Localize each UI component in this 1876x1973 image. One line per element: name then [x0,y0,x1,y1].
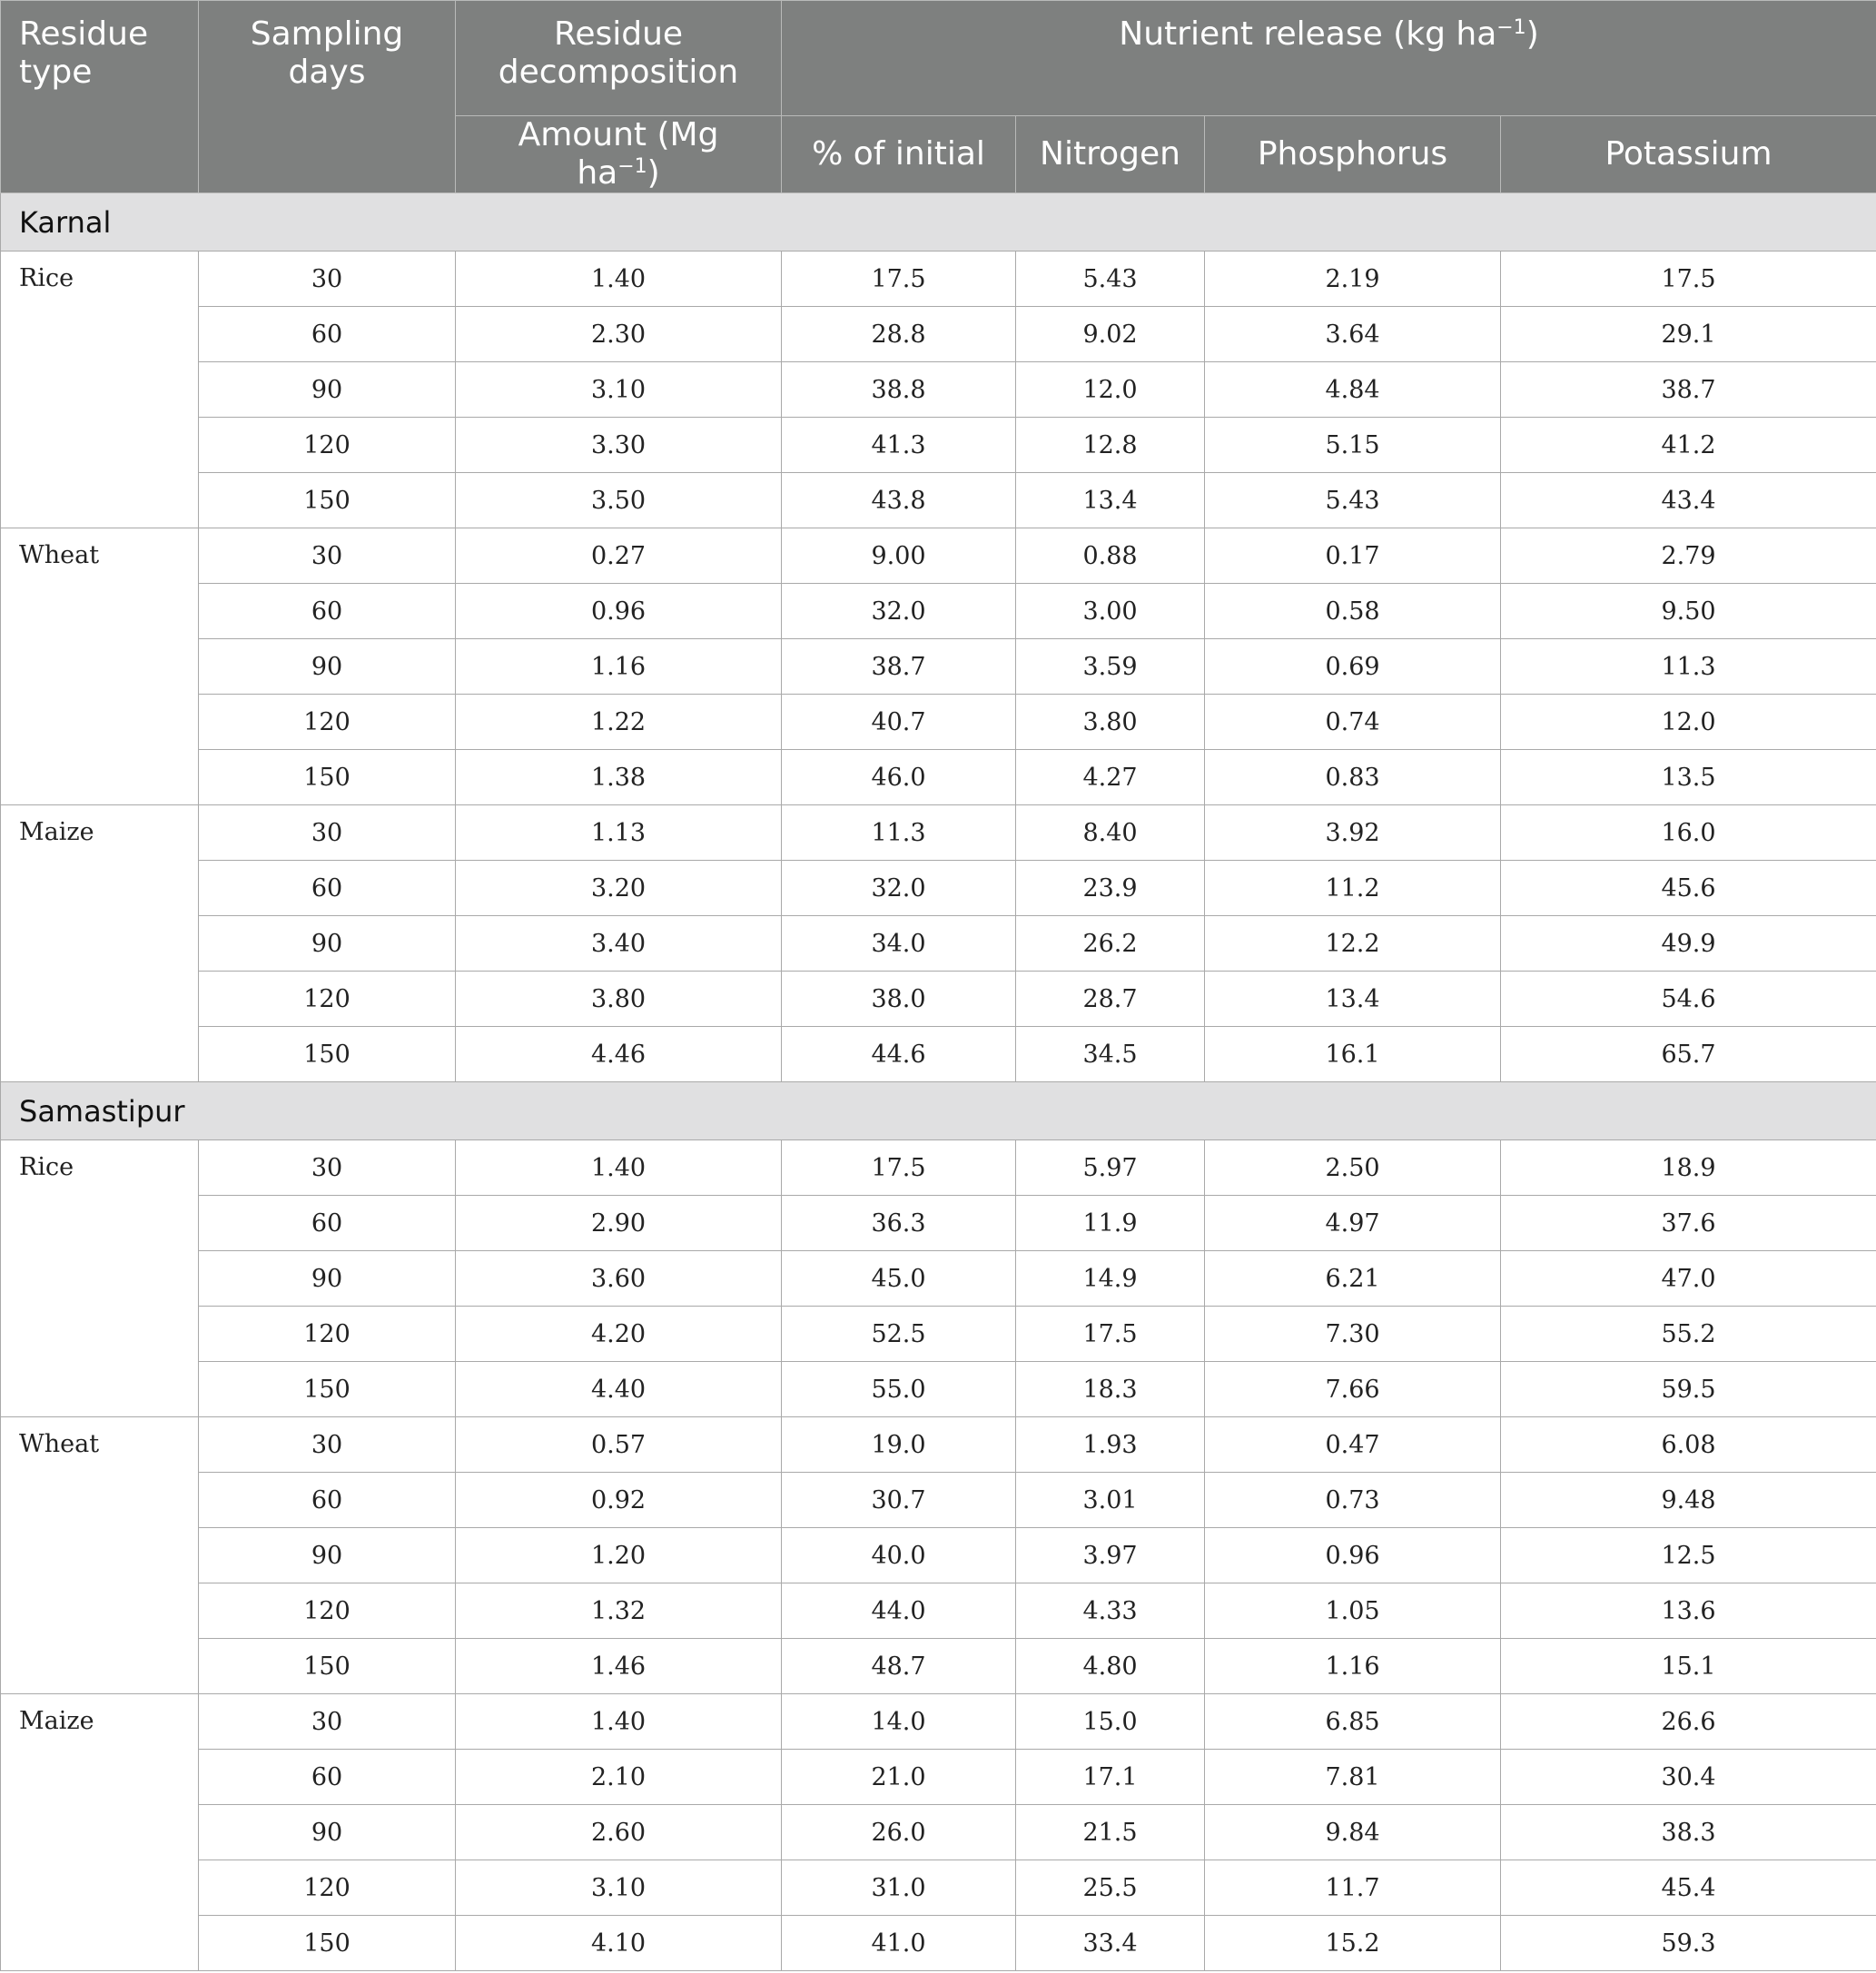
table-row [1,1140,1876,1196]
nitrogen-cell: 5.97 [1016,1140,1205,1196]
sampling-days-cell: 60 [199,1473,456,1528]
table-row [1,1860,1876,1916]
amount-cell: 2.30 [456,307,782,362]
amount-cell: 4.20 [456,1307,782,1362]
potassium-cell: 59.5 [1501,1362,1876,1417]
nitrogen-cell: 5.43 [1016,252,1205,307]
table-row [1,473,1876,528]
table-row [1,695,1876,750]
phosphorus-cell: 13.4 [1205,972,1501,1027]
potassium-cell: 17.5 [1501,252,1876,307]
amount-cell: 1.46 [456,1639,782,1694]
amount-cell: 1.20 [456,1528,782,1583]
sampling-days-cell: 120 [199,1307,456,1362]
amount-cell: 4.10 [456,1916,782,1971]
percent-initial-cell: 32.0 [782,584,1016,639]
amount-cell: 3.10 [456,362,782,418]
phosphorus-cell: 4.97 [1205,1196,1501,1251]
sampling-days-cell: 90 [199,916,456,972]
residue-type-cell: Rice [1,252,199,528]
phosphorus-cell: 7.81 [1205,1750,1501,1805]
percent-initial-cell: 34.0 [782,916,1016,972]
percent-initial-cell: 28.8 [782,307,1016,362]
percent-initial-cell: 38.8 [782,362,1016,418]
percent-initial-cell: 32.0 [782,861,1016,916]
amount-cell: 0.57 [456,1417,782,1473]
header-nitrogen: Nitrogen [1016,116,1205,193]
sampling-days-cell: 90 [199,1251,456,1307]
potassium-cell: 26.6 [1501,1694,1876,1750]
nitrogen-cell: 4.27 [1016,750,1205,805]
nitrogen-cell: 1.93 [1016,1417,1205,1473]
amount-cell: 3.40 [456,916,782,972]
table-row [1,916,1876,972]
sampling-days-cell: 30 [199,805,456,861]
phosphorus-cell: 6.85 [1205,1694,1501,1750]
table-row [1,307,1876,362]
residue-type-cell: Wheat [1,1417,199,1694]
amount-cell: 2.60 [456,1805,782,1860]
nitrogen-cell: 4.33 [1016,1583,1205,1639]
potassium-cell: 30.4 [1501,1750,1876,1805]
nitrogen-cell: 4.80 [1016,1639,1205,1694]
table-row [1,861,1876,916]
potassium-cell: 12.5 [1501,1528,1876,1583]
nitrogen-cell: 33.4 [1016,1916,1205,1971]
percent-initial-cell: 40.0 [782,1528,1016,1583]
nitrogen-cell: 9.02 [1016,307,1205,362]
table-row [1,639,1876,695]
phosphorus-cell: 4.84 [1205,362,1501,418]
amount-cell: 1.22 [456,695,782,750]
nitrogen-cell: 0.88 [1016,528,1205,584]
percent-initial-cell: 41.0 [782,1916,1016,1971]
phosphorus-cell: 0.47 [1205,1417,1501,1473]
percent-initial-cell: 55.0 [782,1362,1016,1417]
sampling-days-cell: 90 [199,1805,456,1860]
phosphorus-cell: 6.21 [1205,1251,1501,1307]
amount-cell: 0.92 [456,1473,782,1528]
nitrogen-cell: 3.01 [1016,1473,1205,1528]
percent-initial-cell: 17.5 [782,252,1016,307]
table-row [1,1805,1876,1860]
potassium-cell: 38.3 [1501,1805,1876,1860]
sampling-days-cell: 30 [199,1140,456,1196]
percent-initial-cell: 30.7 [782,1473,1016,1528]
header-potassium: Potassium [1501,116,1876,193]
sampling-days-cell: 60 [199,584,456,639]
header-phosphorus: Phosphorus [1205,116,1501,193]
percent-initial-cell: 48.7 [782,1639,1016,1694]
nitrogen-cell: 17.1 [1016,1750,1205,1805]
percent-initial-cell: 40.7 [782,695,1016,750]
percent-initial-cell: 36.3 [782,1196,1016,1251]
sampling-days-cell: 30 [199,1417,456,1473]
sampling-days-cell: 120 [199,418,456,473]
phosphorus-cell: 9.84 [1205,1805,1501,1860]
phosphorus-cell: 16.1 [1205,1027,1501,1082]
table-row [1,1916,1876,1971]
nitrogen-cell: 12.8 [1016,418,1205,473]
amount-cell: 4.40 [456,1362,782,1417]
header-amount: Amount (Mg $ha^{-1}$) [456,116,782,193]
phosphorus-cell: 7.66 [1205,1362,1501,1417]
header-nutrient-release: Nutrient release (kg $ha^{-1}$) [782,1,1876,116]
phosphorus-cell: 0.17 [1205,528,1501,584]
amount-cell: 3.10 [456,1860,782,1916]
table-row [1,528,1876,584]
nitrogen-cell: 3.00 [1016,584,1205,639]
phosphorus-cell: 15.2 [1205,1916,1501,1971]
site-group-row [1,193,1876,252]
potassium-cell: 12.0 [1501,695,1876,750]
sampling-days-cell: 150 [199,1639,456,1694]
phosphorus-cell: 5.15 [1205,418,1501,473]
potassium-cell: 47.0 [1501,1251,1876,1307]
sampling-days-cell: 60 [199,307,456,362]
percent-initial-cell: 9.00 [782,528,1016,584]
sampling-days-cell: 120 [199,972,456,1027]
table-row [1,750,1876,805]
nitrogen-cell: 28.7 [1016,972,1205,1027]
amount-cell: 3.60 [456,1251,782,1307]
sampling-days-cell: 30 [199,252,456,307]
nitrogen-cell: 3.80 [1016,695,1205,750]
sampling-days-cell: 60 [199,1196,456,1251]
potassium-cell: 11.3 [1501,639,1876,695]
percent-initial-cell: 38.0 [782,972,1016,1027]
potassium-cell: 9.48 [1501,1473,1876,1528]
percent-initial-cell: 43.8 [782,473,1016,528]
table-row [1,1750,1876,1805]
table-row [1,1362,1876,1417]
potassium-cell: 45.4 [1501,1860,1876,1916]
nitrogen-cell: 18.3 [1016,1362,1205,1417]
percent-initial-cell: 46.0 [782,750,1016,805]
amount-cell: 3.30 [456,418,782,473]
potassium-cell: 13.6 [1501,1583,1876,1639]
amount-cell: 1.40 [456,252,782,307]
percent-initial-cell: 45.0 [782,1251,1016,1307]
amount-cell: 0.96 [456,584,782,639]
table-row [1,1196,1876,1251]
site-name: Karnal [1,193,1876,252]
sampling-days-cell: 150 [199,1916,456,1971]
nitrogen-cell: 14.9 [1016,1251,1205,1307]
nitrogen-cell: 17.5 [1016,1307,1205,1362]
nitrogen-cell: 21.5 [1016,1805,1205,1860]
sampling-days-cell: 30 [199,528,456,584]
phosphorus-cell: 3.92 [1205,805,1501,861]
table-row [1,1528,1876,1583]
residue-type-cell: Rice [1,1140,199,1417]
phosphorus-cell: 0.58 [1205,584,1501,639]
header-residue-type: Residue type [1,1,199,193]
percent-initial-cell: 14.0 [782,1694,1016,1750]
sampling-days-cell: 60 [199,861,456,916]
table-row [1,1027,1876,1082]
potassium-cell: 15.1 [1501,1639,1876,1694]
phosphorus-cell: 0.69 [1205,639,1501,695]
amount-cell: 1.16 [456,639,782,695]
phosphorus-cell: 1.16 [1205,1639,1501,1694]
phosphorus-cell: 0.74 [1205,695,1501,750]
potassium-cell: 6.08 [1501,1417,1876,1473]
nitrogen-cell: 15.0 [1016,1694,1205,1750]
sampling-days-cell: 150 [199,750,456,805]
percent-initial-cell: 38.7 [782,639,1016,695]
amount-cell: 1.13 [456,805,782,861]
nitrogen-cell: 3.59 [1016,639,1205,695]
amount-cell: 1.40 [456,1140,782,1196]
potassium-cell: 43.4 [1501,473,1876,528]
sampling-days-cell: 30 [199,1694,456,1750]
table-row [1,252,1876,307]
sampling-days-cell: 60 [199,1750,456,1805]
phosphorus-cell: 7.30 [1205,1307,1501,1362]
table-row [1,1694,1876,1750]
percent-initial-cell: 41.3 [782,418,1016,473]
potassium-cell: 55.2 [1501,1307,1876,1362]
table-row [1,1639,1876,1694]
nitrogen-cell: 11.9 [1016,1196,1205,1251]
potassium-cell: 65.7 [1501,1027,1876,1082]
table-row [1,1307,1876,1362]
sampling-days-cell: 120 [199,695,456,750]
nitrogen-cell: 23.9 [1016,861,1205,916]
amount-cell: 4.46 [456,1027,782,1082]
sampling-days-cell: 150 [199,473,456,528]
potassium-cell: 41.2 [1501,418,1876,473]
table-row [1,362,1876,418]
residue-type-cell: Wheat [1,528,199,805]
table-row [1,1251,1876,1307]
phosphorus-cell: 2.50 [1205,1140,1501,1196]
residue-type-cell: Maize [1,805,199,1082]
nitrogen-cell: 3.97 [1016,1528,1205,1583]
header-percent-initial: % of initial [782,116,1016,193]
potassium-cell: 37.6 [1501,1196,1876,1251]
phosphorus-cell: 2.19 [1205,252,1501,307]
header-sampling-days: Sampling days [199,1,456,193]
phosphorus-cell: 1.05 [1205,1583,1501,1639]
percent-initial-cell: 31.0 [782,1860,1016,1916]
table-row [1,1473,1876,1528]
percent-initial-cell: 17.5 [782,1140,1016,1196]
potassium-cell: 9.50 [1501,584,1876,639]
phosphorus-cell: 0.83 [1205,750,1501,805]
amount-cell: 3.80 [456,972,782,1027]
nitrogen-cell: 8.40 [1016,805,1205,861]
percent-initial-cell: 19.0 [782,1417,1016,1473]
nitrogen-cell: 26.2 [1016,916,1205,972]
amount-cell: 1.32 [456,1583,782,1639]
sampling-days-cell: 90 [199,639,456,695]
amount-cell: 3.20 [456,861,782,916]
percent-initial-cell: 21.0 [782,1750,1016,1805]
amount-cell: 2.90 [456,1196,782,1251]
potassium-cell: 49.9 [1501,916,1876,972]
sampling-days-cell: 150 [199,1362,456,1417]
potassium-cell: 59.3 [1501,1916,1876,1971]
potassium-cell: 16.0 [1501,805,1876,861]
sampling-days-cell: 90 [199,362,456,418]
potassium-cell: 2.79 [1501,528,1876,584]
phosphorus-cell: 11.7 [1205,1860,1501,1916]
phosphorus-cell: 12.2 [1205,916,1501,972]
nitrogen-cell: 13.4 [1016,473,1205,528]
percent-initial-cell: 26.0 [782,1805,1016,1860]
table-row [1,1583,1876,1639]
phosphorus-cell: 3.64 [1205,307,1501,362]
table-row [1,1417,1876,1473]
nitrogen-cell: 34.5 [1016,1027,1205,1082]
phosphorus-cell: 5.43 [1205,473,1501,528]
table-header [1,1,1876,193]
percent-initial-cell: 11.3 [782,805,1016,861]
table-row [1,418,1876,473]
table-row [1,584,1876,639]
amount-cell: 2.10 [456,1750,782,1805]
phosphorus-cell: 0.73 [1205,1473,1501,1528]
percent-initial-cell: 44.6 [782,1027,1016,1082]
percent-initial-cell: 44.0 [782,1583,1016,1639]
sampling-days-cell: 90 [199,1528,456,1583]
table-row [1,805,1876,861]
site-group-row [1,1082,1876,1140]
amount-cell: 1.38 [456,750,782,805]
header-residue-decomposition: Residue decomposition [456,1,782,116]
sampling-days-cell: 150 [199,1027,456,1082]
sampling-days-cell: 120 [199,1583,456,1639]
potassium-cell: 45.6 [1501,861,1876,916]
phosphorus-cell: 11.2 [1205,861,1501,916]
potassium-cell: 18.9 [1501,1140,1876,1196]
potassium-cell: 29.1 [1501,307,1876,362]
phosphorus-cell: 0.96 [1205,1528,1501,1583]
sampling-days-cell: 120 [199,1860,456,1916]
nitrogen-cell: 12.0 [1016,362,1205,418]
amount-cell: 0.27 [456,528,782,584]
potassium-cell: 38.7 [1501,362,1876,418]
potassium-cell: 13.5 [1501,750,1876,805]
site-name: Samastipur [1,1082,1876,1140]
table-row [1,972,1876,1027]
nitrogen-cell: 25.5 [1016,1860,1205,1916]
percent-initial-cell: 52.5 [782,1307,1016,1362]
table-body [1,193,1876,1971]
potassium-cell: 54.6 [1501,972,1876,1027]
residue-type-cell: Maize [1,1694,199,1971]
amount-cell: 3.50 [456,473,782,528]
amount-cell: 1.40 [456,1694,782,1750]
